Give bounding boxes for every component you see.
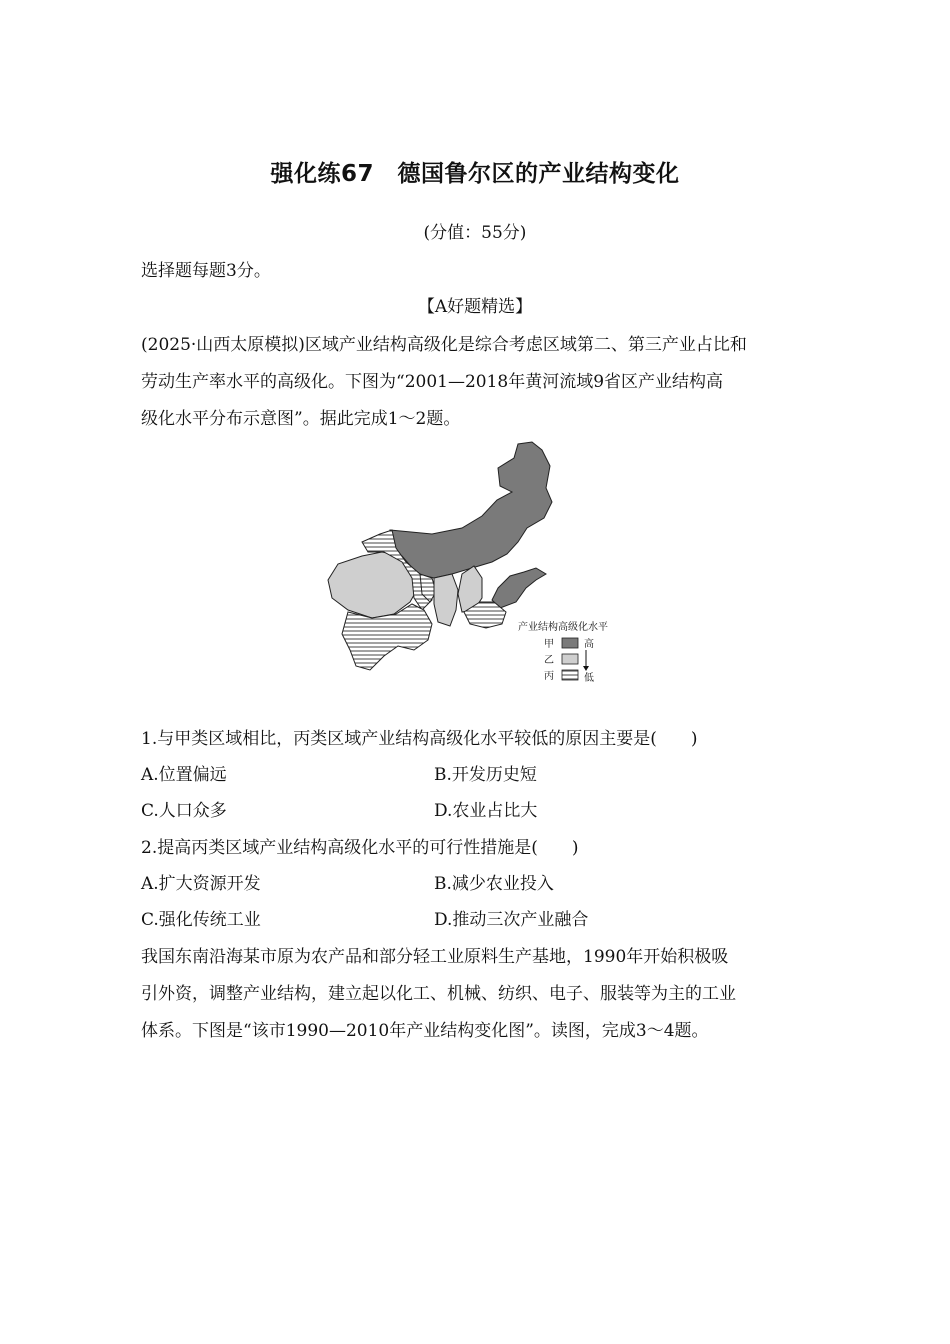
instruction-note: 选择题每题3分。	[141, 261, 271, 281]
score-note: (分值：55分)	[423, 223, 527, 243]
intro1-line3: 级化水平分布示意图”。据此完成1～2题。	[141, 409, 461, 429]
section-heading: 【A好题精选】	[417, 297, 533, 317]
legend-swatch-bing	[562, 670, 578, 680]
q1-option-c[interactable]: C.人口众多	[141, 801, 227, 821]
legend-label-jia: 甲	[544, 639, 554, 650]
q2-option-b[interactable]: B.减少农业投入	[434, 874, 554, 894]
intro2-line2: 引外资，调整产业结构，建立起以化工、机械、纺织、电子、服装等为主的工业	[141, 984, 736, 1004]
region-shandong	[492, 568, 546, 608]
q1-option-b[interactable]: B.开发历史短	[434, 765, 537, 785]
intro2-line1: 我国东南沿海某市原为农产品和部分轻工业原料生产基地，1990年开始积极吸	[141, 947, 729, 967]
yellow-river-provinces-map	[322, 438, 632, 688]
legend-swatch-jia	[562, 638, 578, 648]
legend-high-label: 高	[584, 639, 594, 650]
legend-arrowhead-icon	[583, 666, 589, 671]
q1-option-a[interactable]: A.位置偏远	[141, 765, 227, 785]
intro1-line2: 劳动生产率水平的高级化。下图为“2001—2018年黄河流域9省区产业结构高	[141, 372, 724, 392]
q1-option-d[interactable]: D.农业占比大	[434, 801, 538, 821]
page-title: 强化练67 德国鲁尔区的产业结构变化	[270, 161, 680, 187]
legend-low-label: 低	[584, 673, 594, 684]
q2-option-c[interactable]: C.强化传统工业	[141, 910, 261, 930]
question-2-stem: 2.提高丙类区域产业结构高级化水平的可行性措施是( )	[141, 838, 579, 858]
legend-label-yi: 乙	[544, 655, 554, 666]
question-1-stem: 1.与甲类区域相比，丙类区域产业结构高级化水平较低的原因主要是( )	[141, 729, 698, 749]
intro1-line1: (2025·山西太原模拟)区域产业结构高级化是综合考虑区域第二、第三产业占比和	[141, 335, 747, 355]
q2-option-a[interactable]: A.扩大资源开发	[141, 874, 261, 894]
region-inner-mongolia	[390, 442, 552, 578]
legend-swatch-yi	[562, 654, 578, 664]
legend-label-bing: 丙	[544, 671, 554, 682]
region-shaanxi	[434, 574, 458, 626]
q2-option-d[interactable]: D.推动三次产业融合	[434, 910, 589, 930]
intro2-line3: 体系。下图是“该市1990—2010年产业结构变化图”。读图，完成3～4题。	[141, 1021, 709, 1041]
legend-title: 产业结构高级化水平	[518, 622, 608, 633]
